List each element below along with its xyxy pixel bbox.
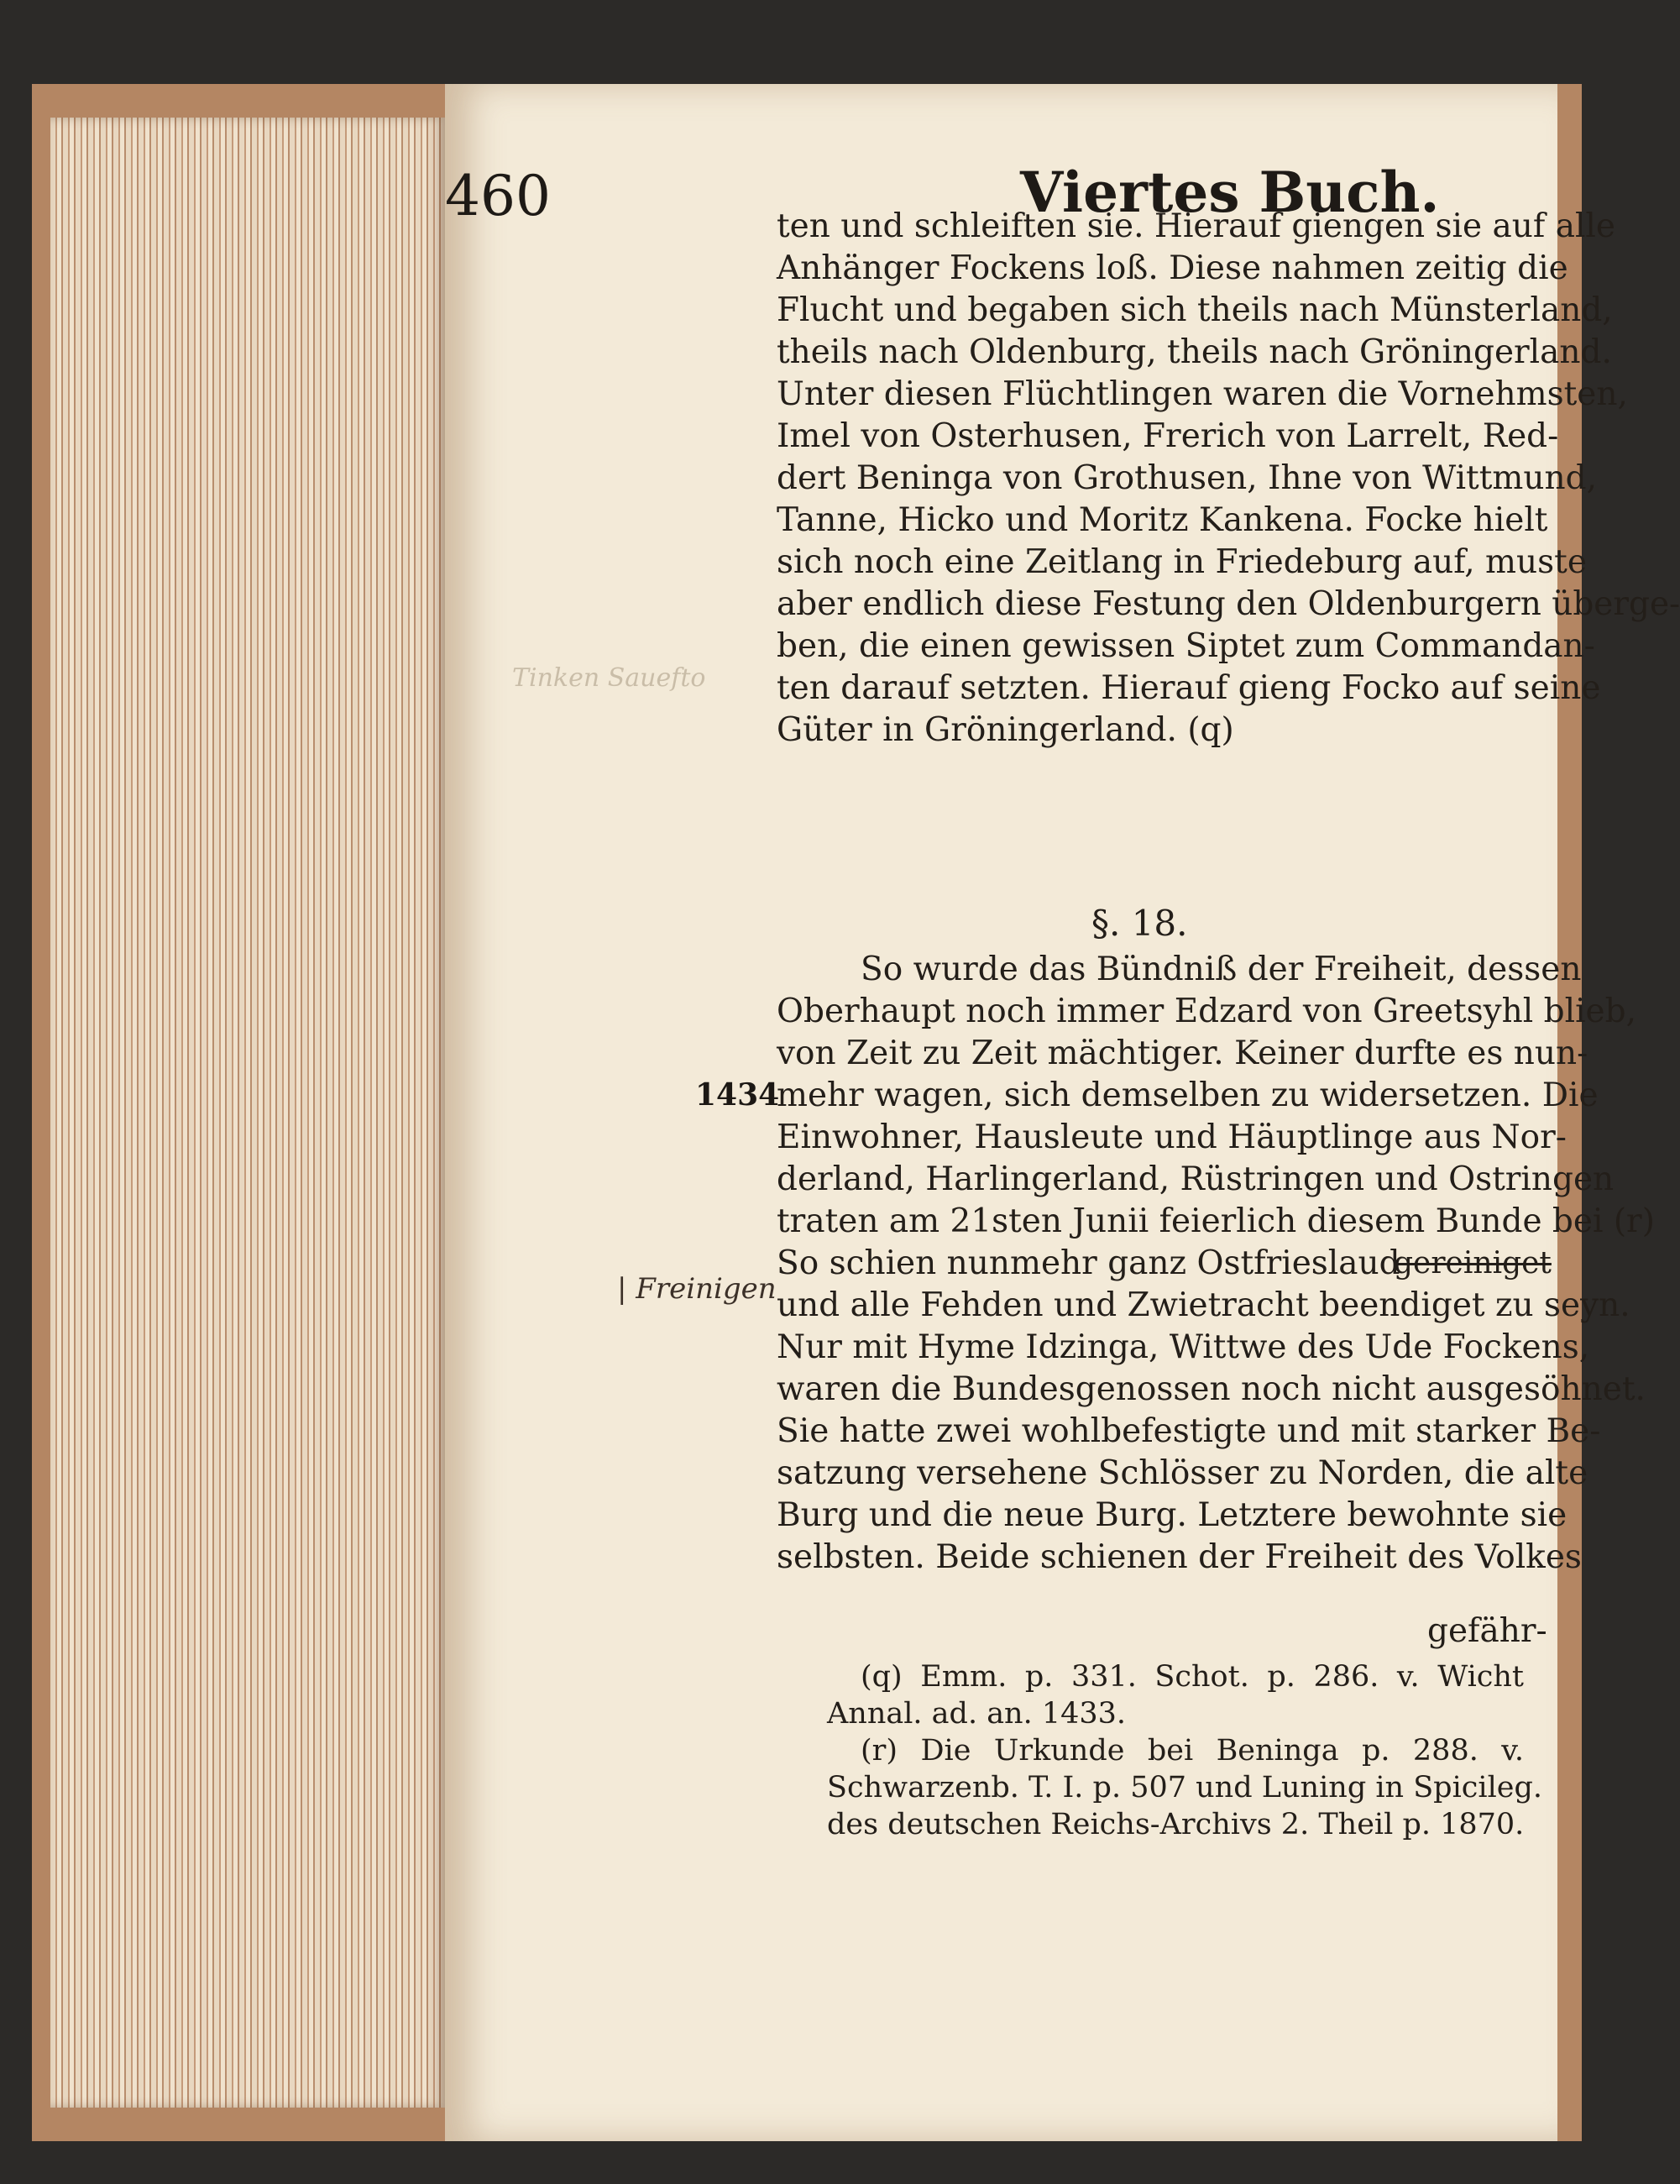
body-line: von Zeit zu Zeit mächtiger. Keiner durfte es nun- [777, 1034, 1588, 1072]
body-line: ten und schleiften sie. Hierauf giengen sie auf alle [777, 207, 1615, 245]
section-heading: §. 18. [1091, 903, 1188, 944]
page-number: 460 [445, 164, 551, 228]
body-line: Burg und die neue Burg. Letztere bewohnte sie [777, 1496, 1567, 1534]
footnote-line: (r) Die Urkunde bei Beninga p. 288. v. [861, 1734, 1524, 1768]
body-line: waren die Bundesgenossen noch nicht ausgesöhnet. [777, 1370, 1646, 1408]
body-line: dert Beninga von Grothusen, Ihne von Wittmund, [777, 459, 1597, 497]
body-line: derland, Harlingerland, Rüstringen und Ostringen [777, 1160, 1615, 1198]
body-line: So wurde das Bündniß der Freiheit, dessen [861, 951, 1582, 988]
faint-scribble: Tinken Sauefto [512, 663, 706, 693]
footnote-line: Annal. ad. an. 1433. [827, 1697, 1127, 1731]
body-line: ben, die einen gewissen Siptet zum Commandan- [777, 627, 1595, 665]
footnote-line: des deutschen Reichs-Archivs 2. Theil p. 1870. [827, 1808, 1525, 1841]
footnote-line: Schwarzenb. T. I. p. 507 und Luning in Spicileg. [827, 1771, 1543, 1804]
body-line: So schien nunmehr ganz Ostfrieslaud [777, 1244, 1400, 1282]
body-line: sich noch eine Zeitlang in Friedeburg auf, muste [777, 543, 1587, 581]
body-line: theils nach Oldenburg, theils nach Gröningerland. [777, 333, 1612, 371]
body-line: selbsten. Beide schienen der Freiheit des Volkes [777, 1538, 1582, 1576]
body-line: Oberhaupt noch immer Edzard von Greetsyhl blieb, [777, 992, 1636, 1030]
struck-word: gereiniget [1394, 1246, 1552, 1281]
body-line: traten am 21sten Junii feierlich diesem Bunde bei (r) [777, 1202, 1655, 1240]
body-line: Flucht und begaben sich theils nach Münsterland, [777, 291, 1613, 329]
body-line: aber endlich diese Festung den Oldenburgern überge- [777, 585, 1680, 623]
body-line: Imel von Osterhusen, Frerich von Larrelt, Red- [777, 417, 1559, 455]
catchword: gefähr- [1427, 1612, 1547, 1650]
margin-year: 1434 [695, 1077, 780, 1113]
footnote-line: (q) Emm. p. 331. Schot. p. 286. v. Wicht [861, 1660, 1524, 1694]
body-line: Unter diesen Flüchtlingen waren die Vornehmsten, [777, 375, 1628, 413]
body-line: Güter in Gröningerland. (q) [777, 711, 1234, 749]
body-line: Sie hatte zwei wohlbefestigte und mit starker Be- [777, 1412, 1601, 1450]
page-fore-edge [50, 118, 445, 2108]
body-line: mehr wagen, sich demselben zu widersetzen. Die [777, 1076, 1599, 1114]
body-line: satzung versehene Schlösser zu Norden, die alte [777, 1454, 1588, 1492]
body-line: Einwohner, Hausleute und Häuptlinge aus Nor- [777, 1118, 1567, 1156]
body-line: Tanne, Hicko und Moritz Kankena. Focke hielt [777, 501, 1548, 539]
running-title: Viertes Buch. [1020, 160, 1440, 225]
body-line: Anhänger Fockens loß. Diese nahmen zeitig die [777, 249, 1568, 287]
body-line: Nur mit Hyme Idzinga, Wittwe des Ude Fockens, [777, 1328, 1590, 1366]
handwritten-margin-note: | Freinigen [617, 1272, 777, 1306]
body-line: ten darauf setzten. Hierauf gieng Focko auf seine [777, 669, 1601, 707]
body-line: und alle Fehden und Zwietracht beendiget zu seyn. [777, 1286, 1630, 1324]
